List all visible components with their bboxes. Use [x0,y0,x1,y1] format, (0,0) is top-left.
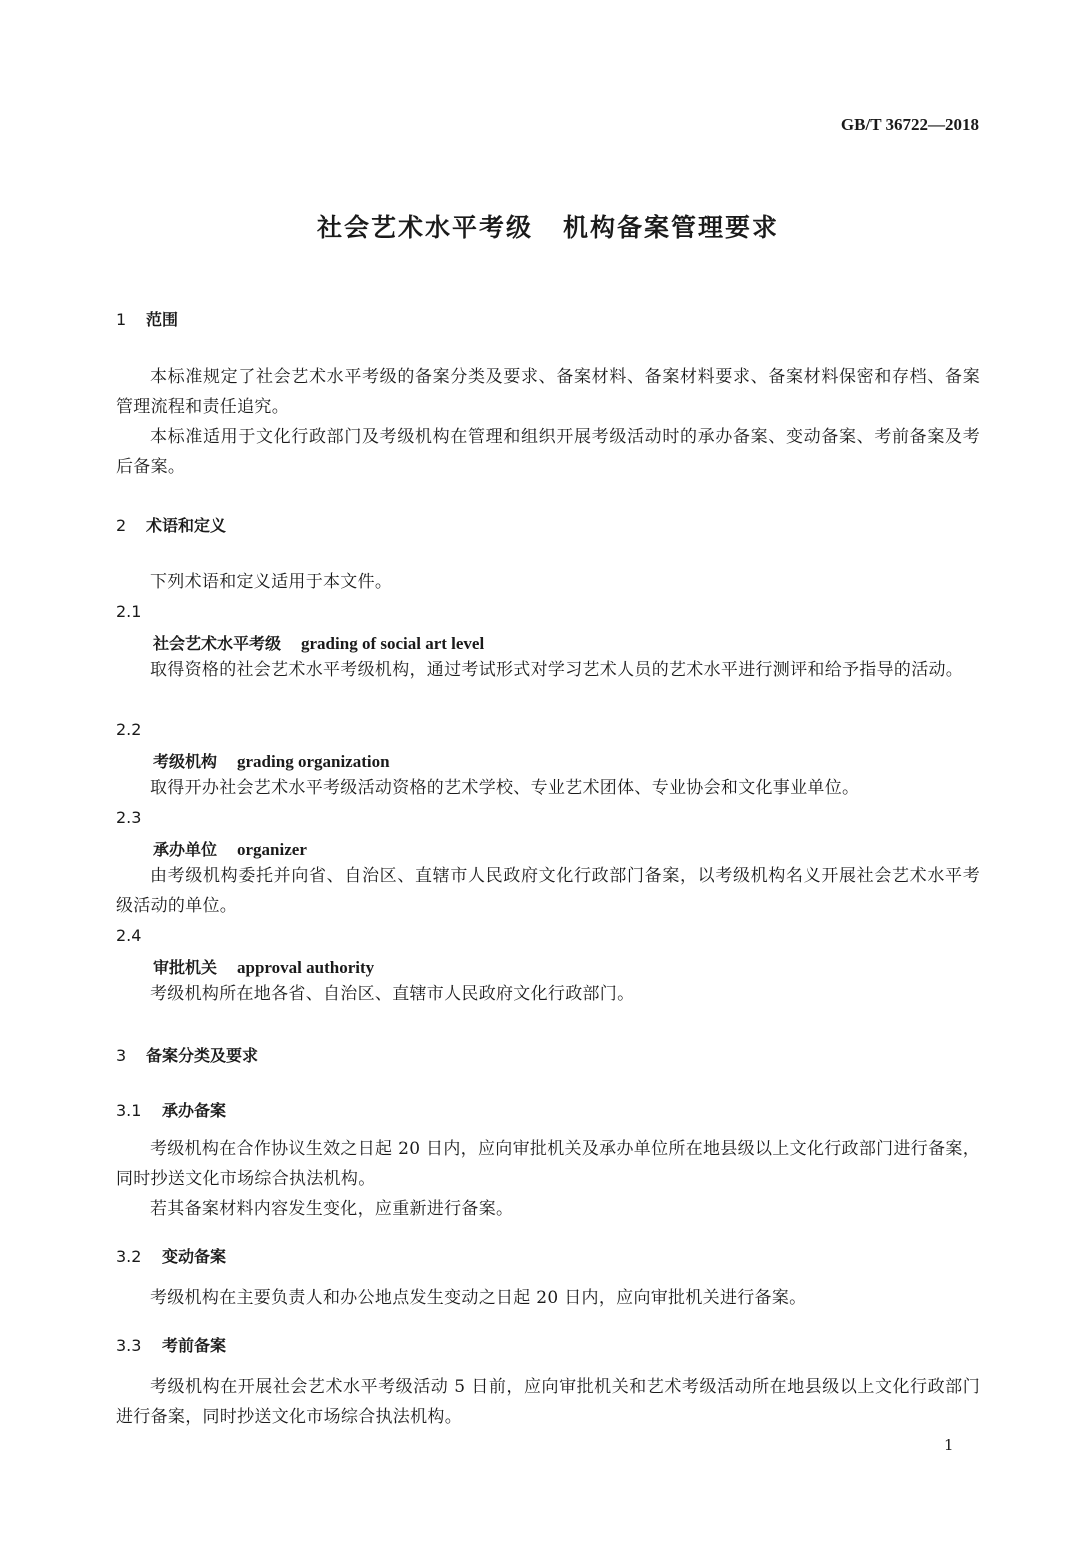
section-3-heading [116,1043,258,1066]
section-title: 备案分类及要求 [146,1046,259,1065]
section-number: 1 [116,310,127,329]
subsection-3-2-paragraph-1: 考级机构在主要负责人和办公地点发生变动之日起 20 日内，应向审批机关进行备案。 [150,1288,807,1308]
term-en: approval authority [237,958,375,977]
term-heading [153,837,307,860]
subsection-title: 变动备案 [162,1247,227,1266]
term-definition: 由考级机构委托并向省、自治区、直辖市人民政府文化行政部门备案，以考级机构名义开展社会艺术水平考级活动的单位。 [116,866,980,916]
subsection-number: 3.3 [116,1336,142,1355]
term-heading [153,749,390,772]
subsection-3-2-heading [116,1244,226,1267]
term-en: grading of social art level [301,634,485,653]
subsection-3-1-paragraph-1: 考级机构在合作协议生效之日起 20 日内，应向审批机关及承办单位所在地县级以上文化行政部门进行备案，同时抄送文化市场综合执法机构。 [116,1139,980,1189]
term-number: 2.4 [116,926,142,945]
subsection-number: 3.2 [116,1247,142,1266]
subsection-number: 3.1 [116,1101,142,1120]
subsection-3-3-heading [116,1333,226,1356]
section-title: 术语和定义 [146,516,227,535]
term-en: grading organization [237,752,390,771]
section-1-heading [116,307,178,330]
subsection-title: 考前备案 [162,1336,227,1355]
section-1-paragraph-1: 本标准规定了社会艺术水平考级的备案分类及要求、备案材料、备案材料要求、备案材料保密和存档、备案管理流程和责任追究。 [116,367,980,417]
section-2-intro: 下列术语和定义适用于本文件。 [150,572,393,592]
section-2-heading [116,513,226,536]
term-zh: 考级机构 [153,752,218,771]
term-en: organizer [237,840,307,859]
term-definition: 取得开办社会艺术水平考级活动资格的艺术学校、专业艺术团体、专业协会和文化事业单位。 [150,778,860,798]
section-number: 2 [116,516,127,535]
term-definition: 考级机构所在地各省、自治区、直辖市人民政府文化行政部门。 [150,984,635,1004]
section-number: 3 [116,1046,127,1065]
term-heading [153,955,374,978]
term-number: 2.2 [116,720,142,739]
term-number: 2.3 [116,808,142,827]
title-part-2: 机构备案管理要求 [563,213,780,242]
standard-code: GB/T 36722—2018 [840,115,979,134]
term-definition: 取得资格的社会艺术水平考级机构，通过考试形式对学习艺术人员的艺术水平进行测评和给予指导的活动。 [150,660,964,680]
subsection-3-3-paragraph-1: 考级机构在开展社会艺术水平考级活动 5 日前，应向审批机关和艺术考级活动所在地县级以上文化行政部门进行备案，同时抄送文化市场综合执法机构。 [116,1377,980,1427]
section-1-paragraph-2: 本标准适用于文化行政部门及考级机构在管理和组织开展考级活动时的承办备案、变动备案、考前备案及考后备案。 [116,427,980,477]
term-number: 2.1 [116,602,142,621]
term-heading [153,631,484,654]
section-title: 范围 [146,310,179,329]
page-title [0,208,1080,244]
term-zh: 社会艺术水平考级 [153,634,282,653]
term-zh: 审批机关 [153,958,218,977]
term-zh: 承办单位 [153,840,218,859]
subsection-3-1-heading [116,1098,226,1121]
page-number: 1 [944,1436,954,1454]
subsection-3-1-paragraph-2: 若其备案材料内容发生变化，应重新进行备案。 [150,1199,514,1219]
subsection-title: 承办备案 [162,1101,227,1120]
title-part-1: 社会艺术水平考级 [316,213,533,242]
